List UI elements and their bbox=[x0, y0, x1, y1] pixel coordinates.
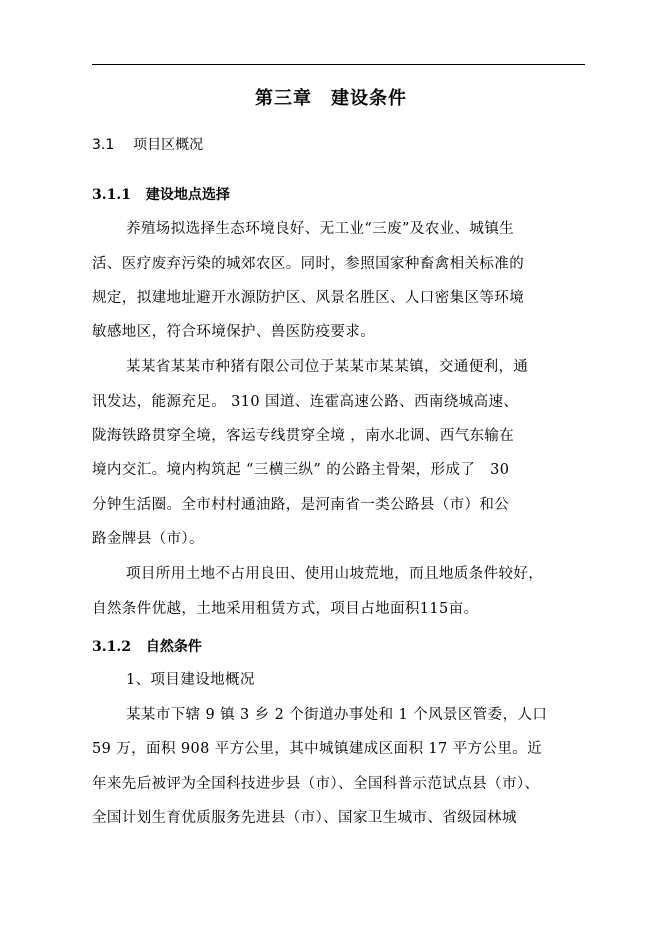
paragraph-1-line: 规定，拟建地址避开水源防护区、风景名胜区、人口密集区等环境 bbox=[92, 290, 525, 306]
subsection-number: 3.1.1 bbox=[92, 187, 131, 203]
paragraph-3-line: 项目所用土地不占用良田、使用山坡荒地，而且地质条件较好， bbox=[126, 566, 544, 582]
paragraph-4-line: 某某市下辖 9 镇 3 乡 2 个街道办事处和 1 个风景区管委，人口 bbox=[126, 707, 548, 723]
paragraph-4-line: 全国计划生育优质服务先进县（市）、国家卫生城市、省级园林城 bbox=[92, 810, 517, 826]
paragraph-1-line: 养殖场拟选择生态环境良好、无工业“三废”及农业、城镇生 bbox=[126, 221, 515, 237]
paragraph-1-line: 活、医疗废弃污染的城郊农区。同时，参照国家种畜禽相关标准的 bbox=[92, 256, 525, 272]
subsection-title: 自然条件 bbox=[145, 639, 202, 655]
section-number: 3.1 bbox=[92, 137, 115, 153]
paragraph-2-line: 分钟生活圈。全市村村通油路，是河南省一类公路县（市）和公 bbox=[92, 497, 510, 513]
paragraph-4-line: 年来先后被评为全国科技进步县（市）、全国科普示范试点县（市）、 bbox=[92, 776, 540, 792]
item-1-heading: 1、项目建设地概况 bbox=[126, 672, 255, 688]
section-heading-3-1 bbox=[92, 134, 203, 154]
paragraph-3-line: 自然条件优越，土地采用租赁方式，项目占地面积115亩。 bbox=[92, 601, 479, 617]
subsection-heading-3-1-2 bbox=[92, 636, 202, 656]
section-title: 项目区概况 bbox=[133, 137, 204, 153]
paragraph-1-line: 敏感地区，符合环境保护、兽医防疫要求。 bbox=[92, 324, 376, 340]
subsection-number: 3.1.2 bbox=[92, 639, 131, 655]
paragraph-2-line: 陇海铁路贯穿全境，客运专线贯穿全境 ，南水北调、西气东输在 bbox=[92, 428, 515, 444]
paragraph-2-line: 某某省某某市种猪有限公司位于某某市某某镇，交通便利，通 bbox=[126, 359, 529, 375]
paragraph-2-line: 路金牌县（市）。 bbox=[92, 531, 204, 547]
paragraph-4-line: 59 万，面积 908 平方公里，其中城镇建成区面积 17 平方公里。近 bbox=[92, 741, 543, 757]
subsection-title: 建设地点选择 bbox=[145, 187, 230, 203]
chapter-title: 第三章 建设条件 bbox=[255, 88, 407, 109]
paragraph-2-line: 讯发达，能源充足。 310 国道、连霍高速公路、西南绕城高速、 bbox=[92, 394, 519, 410]
subsection-heading-3-1-1 bbox=[92, 184, 230, 204]
header-rule bbox=[92, 64, 585, 65]
paragraph-2-line: 境内交汇。境内构筑起 “三横三纵” 的公路主骨架，形成了 30 bbox=[92, 462, 510, 478]
